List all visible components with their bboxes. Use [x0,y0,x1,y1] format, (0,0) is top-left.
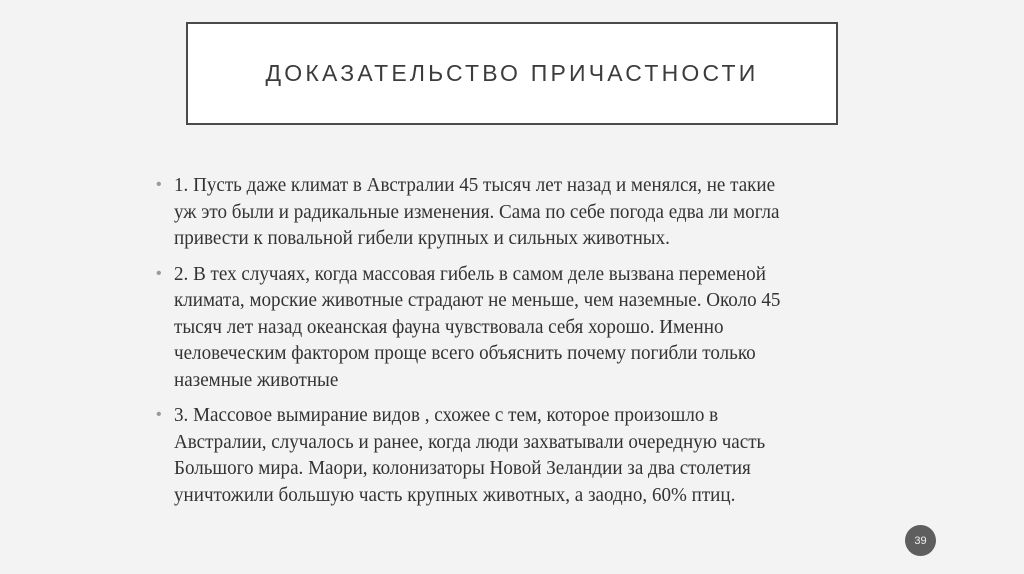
text-line: 3. Массовое вымирание видов , схожее с тем, которое произошло в [174,404,719,426]
bullet-item-2 [156,261,876,394]
bullet-icon: • [156,176,162,193]
bullet-list [156,172,876,517]
text-line: человеческим фактором проще всего объяснить почему погибли только [174,342,756,364]
title-box [186,22,838,125]
bullet-icon: • [156,406,162,423]
text-line: Большого мира. Маори, колонизаторы Новой Зеландии за два столетия [174,457,751,479]
text-line: тысяч лет назад океанская фауна чувствовала себя хорошо. Именно [174,315,724,338]
text-line: наземные животные [174,368,339,391]
bullet-icon: • [156,264,162,282]
bullet-item-1 [156,172,876,252]
text-line: 1. Пусть даже климат в Австралии 45 тысяч лет назад и менялся, не такие [174,174,776,196]
text-line: климата, морские животные страдают не меньше, чем наземные. Около 45 [174,289,781,311]
text-line: Австралии, случалось и ранее, когда люди захватывали очередную часть [174,430,766,453]
text-line: уничтожили большую часть крупных животных, а заодно, 60% птиц. [174,483,736,506]
text-line: 2. В тех случаях, когда массовая гибель в самом деле вызвана переменой [174,262,766,285]
text-line: уж это были и радикальные изменения. Сама по себе погода едва ли могла [174,200,780,223]
page-number-badge: 39 [905,525,936,556]
slide-title: ДОКАЗАТЕЛЬСТВО ПРИЧАСТНОСТИ [265,60,759,86]
bullet-item-3 [156,402,876,508]
text-line: привести к повальной гибели крупных и сильных животных. [174,227,670,249]
